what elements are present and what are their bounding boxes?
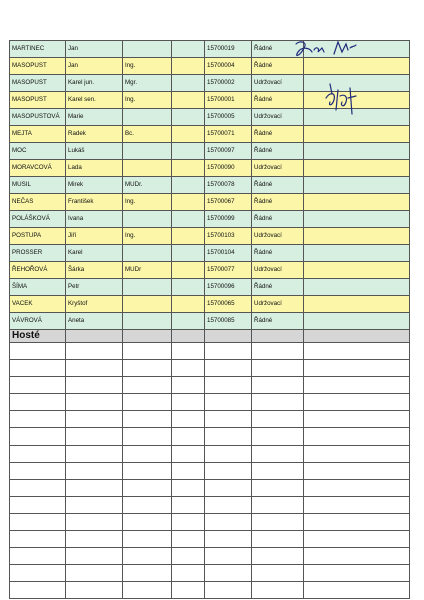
guests-heading-cell xyxy=(123,330,172,343)
blank-row xyxy=(10,462,410,479)
blank-cell xyxy=(172,462,205,479)
member-row xyxy=(10,126,410,143)
title2-cell xyxy=(172,160,205,177)
blank-cell xyxy=(123,343,172,360)
title-cell: Ing. xyxy=(123,92,172,109)
blank-cell xyxy=(123,496,172,513)
blank-cell xyxy=(123,445,172,462)
signature-cell xyxy=(304,75,410,92)
member-id-cell: 15700090 xyxy=(205,160,252,177)
guests-heading-cell xyxy=(252,330,304,343)
first-name-cell: Jan xyxy=(66,58,123,75)
first-name-cell: Radek xyxy=(66,126,123,143)
membership-type-cell: Řádné xyxy=(252,211,304,228)
blank-row xyxy=(10,582,410,599)
surname-cell: MASOPUST xyxy=(10,58,66,75)
member-row xyxy=(10,194,410,211)
blank-cell xyxy=(304,462,410,479)
surname-cell: MASOPUST xyxy=(10,92,66,109)
blank-cell xyxy=(10,582,66,599)
blank-cell xyxy=(252,531,304,548)
blank-cell xyxy=(252,582,304,599)
member-row xyxy=(10,245,410,262)
title2-cell xyxy=(172,143,205,160)
title-cell xyxy=(123,143,172,160)
blank-cell xyxy=(304,565,410,582)
blank-row xyxy=(10,565,410,582)
member-id-cell: 15700077 xyxy=(205,262,252,279)
blank-cell xyxy=(172,394,205,411)
blank-cell xyxy=(66,565,123,582)
blank-cell xyxy=(205,445,252,462)
blank-cell xyxy=(66,513,123,530)
member-row xyxy=(10,75,410,92)
blank-cell xyxy=(252,479,304,496)
surname-cell: ŘEHOŘOVÁ xyxy=(10,262,66,279)
blank-cell xyxy=(66,411,123,428)
blank-cell xyxy=(10,360,66,377)
title2-cell xyxy=(172,279,205,296)
title-cell: MUDr xyxy=(123,262,172,279)
blank-cell xyxy=(205,548,252,565)
membership-type-cell: Řádné xyxy=(252,245,304,262)
member-id-cell: 15700001 xyxy=(205,92,252,109)
title-cell: Bc. xyxy=(123,126,172,143)
title2-cell xyxy=(172,92,205,109)
blank-cell xyxy=(304,513,410,530)
blank-cell xyxy=(66,582,123,599)
surname-cell: MASOPUST xyxy=(10,75,66,92)
blank-cell xyxy=(304,582,410,599)
title2-cell xyxy=(172,41,205,58)
blank-cell xyxy=(123,394,172,411)
title-cell xyxy=(123,109,172,126)
member-id-cell: 15700085 xyxy=(205,313,252,330)
blank-cell xyxy=(304,531,410,548)
blank-cell xyxy=(10,548,66,565)
signature-cell xyxy=(304,279,410,296)
blank-cell xyxy=(205,462,252,479)
title-cell: Ing. xyxy=(123,228,172,245)
title2-cell xyxy=(172,58,205,75)
signature-cell xyxy=(304,313,410,330)
blank-row xyxy=(10,496,410,513)
member-row xyxy=(10,143,410,160)
membership-type-cell: Řádné xyxy=(252,279,304,296)
title-cell xyxy=(123,160,172,177)
blank-cell xyxy=(252,394,304,411)
first-name-cell: Mirek xyxy=(66,177,123,194)
blank-cell xyxy=(123,360,172,377)
first-name-cell: Kryštof xyxy=(66,296,123,313)
signature-cell xyxy=(304,194,410,211)
blank-cell xyxy=(252,377,304,394)
blank-cell xyxy=(205,565,252,582)
membership-type-cell: Řádné xyxy=(252,92,304,109)
blank-row xyxy=(10,548,410,565)
membership-type-cell: Řádné xyxy=(252,58,304,75)
member-id-cell: 15700096 xyxy=(205,279,252,296)
member-row xyxy=(10,313,410,330)
title-cell: Mgr. xyxy=(123,75,172,92)
blank-cell xyxy=(252,565,304,582)
blank-cell xyxy=(304,394,410,411)
blank-cell xyxy=(10,445,66,462)
blank-cell xyxy=(205,428,252,445)
blank-cell xyxy=(66,377,123,394)
first-name-cell: Karel jun. xyxy=(66,75,123,92)
signature-cell xyxy=(304,262,410,279)
signature-cell xyxy=(304,160,410,177)
blank-cell xyxy=(66,496,123,513)
member-id-cell: 15700005 xyxy=(205,109,252,126)
blank-cell xyxy=(252,513,304,530)
member-row xyxy=(10,228,410,245)
blank-row xyxy=(10,479,410,496)
blank-cell xyxy=(123,582,172,599)
blank-cell xyxy=(10,377,66,394)
title-cell: Ing. xyxy=(123,194,172,211)
blank-cell xyxy=(304,377,410,394)
surname-cell: NEČAS xyxy=(10,194,66,211)
signature-cell xyxy=(304,211,410,228)
first-name-cell: Lukáš xyxy=(66,143,123,160)
title2-cell xyxy=(172,313,205,330)
blank-cell xyxy=(66,394,123,411)
first-name-cell: Jiří xyxy=(66,228,123,245)
title2-cell xyxy=(172,109,205,126)
blank-cell xyxy=(66,445,123,462)
first-name-cell: Aneta xyxy=(66,313,123,330)
blank-row xyxy=(10,394,410,411)
blank-cell xyxy=(66,548,123,565)
title2-cell xyxy=(172,245,205,262)
blank-cell xyxy=(10,343,66,360)
blank-cell xyxy=(304,496,410,513)
blank-cell xyxy=(123,513,172,530)
first-name-cell: Jan xyxy=(66,41,123,58)
surname-cell: MOC xyxy=(10,143,66,160)
member-row xyxy=(10,279,410,296)
blank-cell xyxy=(123,565,172,582)
blank-cell xyxy=(123,479,172,496)
blank-cell xyxy=(252,548,304,565)
surname-cell: POSTUPA xyxy=(10,228,66,245)
member-id-cell: 15700104 xyxy=(205,245,252,262)
signature-cell xyxy=(304,41,410,58)
guests-heading-row xyxy=(10,330,410,343)
blank-cell xyxy=(304,548,410,565)
first-name-cell: Petr xyxy=(66,279,123,296)
member-id-cell: 15700004 xyxy=(205,58,252,75)
member-id-cell: 15700071 xyxy=(205,126,252,143)
blank-cell xyxy=(172,582,205,599)
blank-cell xyxy=(252,496,304,513)
first-name-cell: Karel xyxy=(66,245,123,262)
blank-cell xyxy=(10,479,66,496)
signature-cell xyxy=(304,228,410,245)
blank-cell xyxy=(205,513,252,530)
blank-cell xyxy=(10,531,66,548)
blank-cell xyxy=(205,531,252,548)
member-row xyxy=(10,296,410,313)
blank-cell xyxy=(123,548,172,565)
member-id-cell: 15700078 xyxy=(205,177,252,194)
member-row xyxy=(10,58,410,75)
guests-heading-cell xyxy=(172,330,205,343)
title2-cell xyxy=(172,296,205,313)
blank-cell xyxy=(172,513,205,530)
first-name-cell: Karel sen. xyxy=(66,92,123,109)
membership-type-cell: Řádné xyxy=(252,313,304,330)
blank-cell xyxy=(304,360,410,377)
surname-cell: MUSIL xyxy=(10,177,66,194)
title-cell xyxy=(123,245,172,262)
title-cell: Ing. xyxy=(123,58,172,75)
title2-cell xyxy=(172,228,205,245)
blank-cell xyxy=(252,343,304,360)
blank-row xyxy=(10,360,410,377)
member-row xyxy=(10,177,410,194)
blank-cell xyxy=(10,411,66,428)
title2-cell xyxy=(172,211,205,228)
signature-cell xyxy=(304,296,410,313)
blank-cell xyxy=(205,479,252,496)
member-row xyxy=(10,211,410,228)
blank-cell xyxy=(252,462,304,479)
blank-cell xyxy=(252,428,304,445)
member-row xyxy=(10,262,410,279)
blank-cell xyxy=(304,445,410,462)
member-id-cell: 15700099 xyxy=(205,211,252,228)
signature-cell xyxy=(304,143,410,160)
blank-row xyxy=(10,377,410,394)
surname-cell: MARTINEC xyxy=(10,41,66,58)
guests-heading-cell xyxy=(304,330,410,343)
blank-cell xyxy=(205,343,252,360)
blank-cell xyxy=(172,531,205,548)
blank-row xyxy=(10,343,410,360)
blank-cell xyxy=(123,531,172,548)
title2-cell xyxy=(172,126,205,143)
guests-heading-cell xyxy=(66,330,123,343)
surname-cell: PROSSER xyxy=(10,245,66,262)
blank-row xyxy=(10,445,410,462)
surname-cell: MEJTA xyxy=(10,126,66,143)
blank-cell xyxy=(205,377,252,394)
blank-cell xyxy=(10,428,66,445)
blank-cell xyxy=(10,394,66,411)
blank-cell xyxy=(66,428,123,445)
blank-cell xyxy=(205,394,252,411)
blank-row xyxy=(10,428,410,445)
attendance-sheet xyxy=(9,40,409,599)
blank-cell xyxy=(252,445,304,462)
member-row xyxy=(10,160,410,177)
membership-type-cell: Udržovací xyxy=(252,228,304,245)
member-id-cell: 15700019 xyxy=(205,41,252,58)
blank-cell xyxy=(123,462,172,479)
blank-cell xyxy=(172,411,205,428)
member-id-cell: 15700065 xyxy=(205,296,252,313)
blank-cell xyxy=(66,343,123,360)
signature-cell xyxy=(304,126,410,143)
member-row xyxy=(10,92,410,109)
surname-cell: VACEK xyxy=(10,296,66,313)
title-cell: MUDr. xyxy=(123,177,172,194)
blank-cell xyxy=(10,565,66,582)
blank-cell xyxy=(172,548,205,565)
title2-cell xyxy=(172,262,205,279)
surname-cell: VÁVROVÁ xyxy=(10,313,66,330)
blank-cell xyxy=(66,462,123,479)
blank-cell xyxy=(205,496,252,513)
membership-type-cell: Řádné xyxy=(252,126,304,143)
blank-cell xyxy=(205,360,252,377)
title-cell xyxy=(123,41,172,58)
blank-cell xyxy=(123,411,172,428)
signature-cell xyxy=(304,245,410,262)
signature-cell xyxy=(304,177,410,194)
member-row xyxy=(10,41,410,58)
guests-heading: Hosté xyxy=(10,330,66,343)
title2-cell xyxy=(172,194,205,211)
blank-cell xyxy=(123,377,172,394)
title-cell xyxy=(123,211,172,228)
blank-cell xyxy=(252,411,304,428)
blank-cell xyxy=(172,428,205,445)
blank-cell xyxy=(10,496,66,513)
blank-cell xyxy=(304,411,410,428)
blank-row xyxy=(10,531,410,548)
member-id-cell: 15700067 xyxy=(205,194,252,211)
membership-type-cell: Udržovací xyxy=(252,262,304,279)
surname-cell: POLÁŠKOVÁ xyxy=(10,211,66,228)
membership-type-cell: Udržovací xyxy=(252,75,304,92)
membership-type-cell: Udržovací xyxy=(252,109,304,126)
blank-cell xyxy=(66,360,123,377)
attendance-table xyxy=(9,40,410,599)
blank-cell xyxy=(172,565,205,582)
blank-cell xyxy=(205,582,252,599)
first-name-cell: František xyxy=(66,194,123,211)
blank-cell xyxy=(304,343,410,360)
title2-cell xyxy=(172,75,205,92)
blank-cell xyxy=(172,479,205,496)
blank-row xyxy=(10,513,410,530)
surname-cell: MASOPUSTOVÁ xyxy=(10,109,66,126)
blank-cell xyxy=(172,377,205,394)
member-id-cell: 15700103 xyxy=(205,228,252,245)
signature-cell xyxy=(304,109,410,126)
blank-cell xyxy=(10,462,66,479)
title-cell xyxy=(123,279,172,296)
title2-cell xyxy=(172,177,205,194)
title-cell xyxy=(123,296,172,313)
surname-cell: ŠÍMA xyxy=(10,279,66,296)
signature-cell xyxy=(304,92,410,109)
first-name-cell: Šárka xyxy=(66,262,123,279)
blank-cell xyxy=(172,360,205,377)
membership-type-cell: Řádné xyxy=(252,194,304,211)
guests-heading-cell xyxy=(205,330,252,343)
membership-type-cell: Řádné xyxy=(252,41,304,58)
blank-cell xyxy=(252,360,304,377)
blank-row xyxy=(10,411,410,428)
surname-cell: MORAVCOVÁ xyxy=(10,160,66,177)
title-cell xyxy=(123,313,172,330)
first-name-cell: Lada xyxy=(66,160,123,177)
signature-cell xyxy=(304,58,410,75)
first-name-cell: Marie xyxy=(66,109,123,126)
membership-type-cell: Řádné xyxy=(252,177,304,194)
membership-type-cell: Udržovací xyxy=(252,296,304,313)
blank-cell xyxy=(123,428,172,445)
first-name-cell: Ivana xyxy=(66,211,123,228)
blank-cell xyxy=(205,411,252,428)
member-row xyxy=(10,109,410,126)
blank-cell xyxy=(304,428,410,445)
blank-cell xyxy=(66,479,123,496)
member-id-cell: 15700002 xyxy=(205,75,252,92)
blank-cell xyxy=(10,513,66,530)
blank-cell xyxy=(172,496,205,513)
membership-type-cell: Řádné xyxy=(252,143,304,160)
blank-cell xyxy=(66,531,123,548)
membership-type-cell: Udržovací xyxy=(252,160,304,177)
blank-cell xyxy=(172,445,205,462)
member-id-cell: 15700097 xyxy=(205,143,252,160)
blank-cell xyxy=(172,343,205,360)
blank-cell xyxy=(304,479,410,496)
